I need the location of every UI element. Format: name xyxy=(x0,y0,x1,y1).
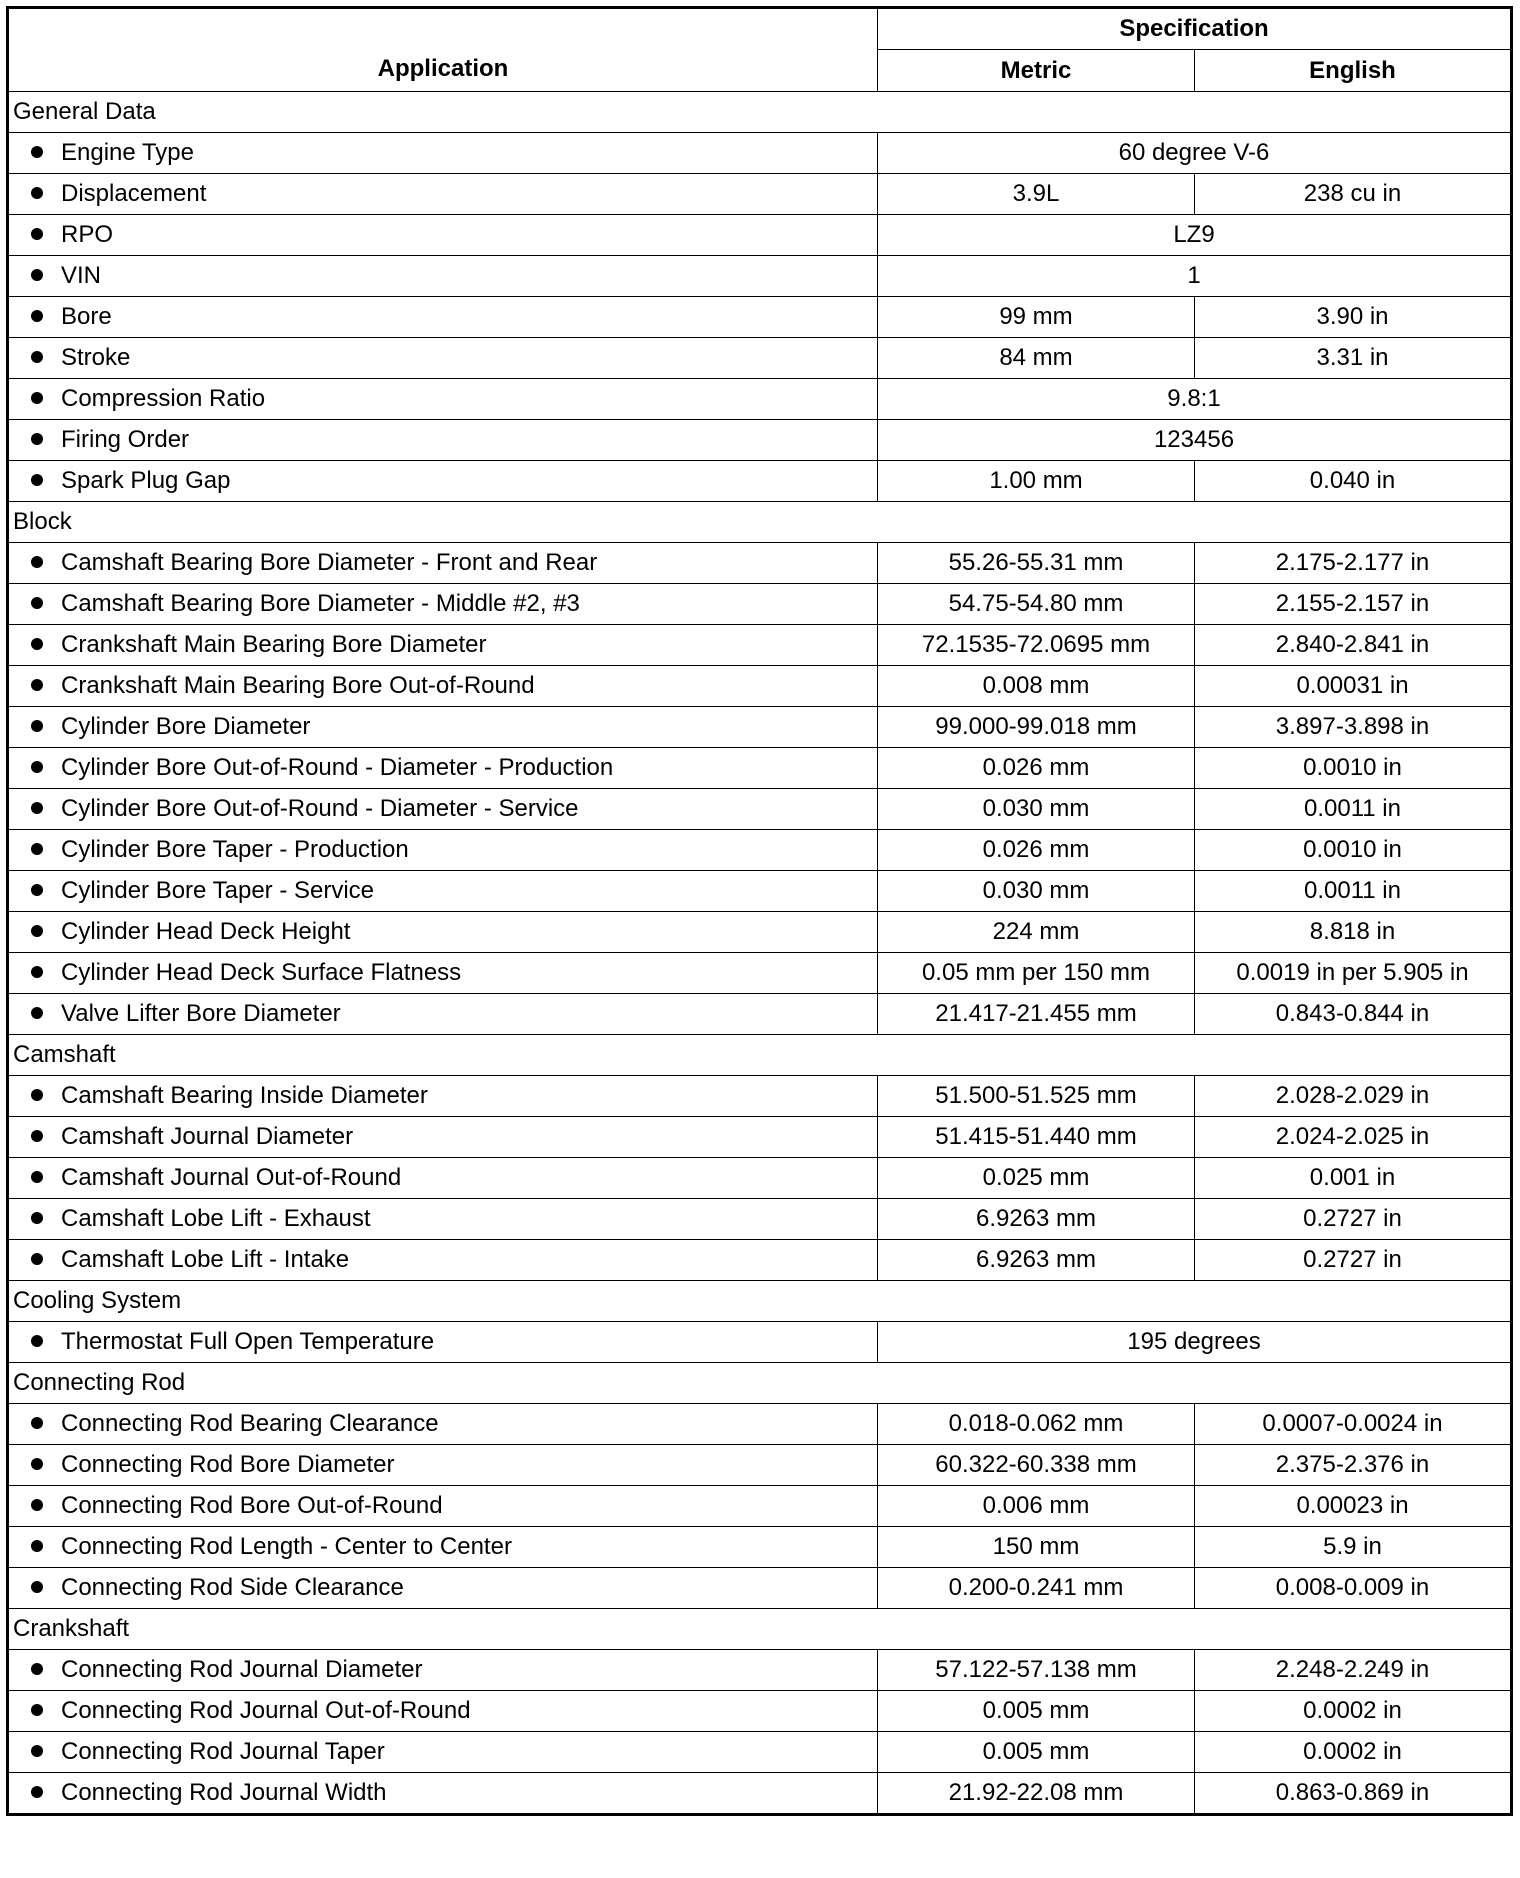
row-label: VIN xyxy=(61,262,102,289)
spec-value-metric: 21.417-21.455 mm xyxy=(878,994,1195,1035)
table-row xyxy=(8,379,1512,420)
table-row xyxy=(8,1158,1512,1199)
engine-spec-table xyxy=(6,6,1513,1816)
row-label-cell xyxy=(8,461,878,502)
section-title: General Data xyxy=(8,92,1512,133)
row-label-cell xyxy=(8,1322,878,1363)
spec-value-english: 0.0002 in xyxy=(1195,1691,1512,1732)
row-label: Displacement xyxy=(61,180,207,207)
spec-value-metric: 0.006 mm xyxy=(878,1486,1195,1527)
row-label-cell xyxy=(8,256,878,297)
table-row xyxy=(8,666,1512,707)
spec-value-english: 3.31 in xyxy=(1195,338,1512,379)
spec-value-combined: 9.8:1 xyxy=(878,379,1512,420)
spec-table-container xyxy=(6,6,1510,1816)
row-label-cell xyxy=(8,1199,878,1240)
section-title: Crankshaft xyxy=(8,1609,1512,1650)
spec-value-metric: 99 mm xyxy=(878,297,1195,338)
row-label: Camshaft Journal Diameter xyxy=(61,1123,354,1150)
table-row xyxy=(8,133,1512,174)
row-label: Connecting Rod Side Clearance xyxy=(61,1574,404,1601)
header-application: Application xyxy=(8,8,878,92)
table-row xyxy=(8,543,1512,584)
section-row-general-data xyxy=(8,92,1512,133)
table-row xyxy=(8,748,1512,789)
spec-value-combined: 195 degrees xyxy=(878,1322,1512,1363)
bullet-icon xyxy=(31,433,43,445)
row-label-cell xyxy=(8,543,878,584)
row-label: Thermostat Full Open Temperature xyxy=(61,1328,435,1355)
spec-value-metric: 0.025 mm xyxy=(878,1158,1195,1199)
row-label: Compression Ratio xyxy=(61,385,266,412)
table-row xyxy=(8,1322,1512,1363)
table-row xyxy=(8,912,1512,953)
spec-value-metric: 6.9263 mm xyxy=(878,1240,1195,1281)
table-body xyxy=(8,92,1512,1815)
section-title: Connecting Rod xyxy=(8,1363,1512,1404)
row-label-cell xyxy=(8,830,878,871)
bullet-icon xyxy=(31,679,43,691)
bullet-icon xyxy=(31,884,43,896)
spec-value-metric: 0.026 mm xyxy=(878,830,1195,871)
bullet-icon xyxy=(31,720,43,732)
table-row xyxy=(8,1404,1512,1445)
bullet-icon xyxy=(31,1499,43,1511)
spec-value-english: 0.2727 in xyxy=(1195,1199,1512,1240)
row-label-cell xyxy=(8,1158,878,1199)
table-row xyxy=(8,994,1512,1035)
spec-value-english: 0.001 in xyxy=(1195,1158,1512,1199)
row-label: Cylinder Bore Out-of-Round - Diameter - Service xyxy=(61,795,579,822)
bullet-icon xyxy=(31,966,43,978)
spec-value-english: 3.90 in xyxy=(1195,297,1512,338)
row-label: Camshaft Bearing Bore Diameter - Front and Rear xyxy=(61,549,598,576)
table-row xyxy=(8,1486,1512,1527)
table-row xyxy=(8,1527,1512,1568)
spec-value-english: 238 cu in xyxy=(1195,174,1512,215)
row-label-cell xyxy=(8,1773,878,1815)
table-row xyxy=(8,420,1512,461)
spec-value-english: 3.897-3.898 in xyxy=(1195,707,1512,748)
row-label-cell xyxy=(8,1404,878,1445)
row-label: Bore xyxy=(61,303,112,330)
table-row xyxy=(8,1076,1512,1117)
spec-value-metric: 72.1535-72.0695 mm xyxy=(878,625,1195,666)
row-label-cell xyxy=(8,625,878,666)
bullet-icon xyxy=(31,1335,43,1347)
bullet-icon xyxy=(31,761,43,773)
spec-value-english: 0.0019 in per 5.905 in xyxy=(1195,953,1512,994)
table-row xyxy=(8,1691,1512,1732)
section-row-connecting-rod xyxy=(8,1363,1512,1404)
row-label: Connecting Rod Length - Center to Center xyxy=(61,1533,512,1560)
row-label-cell xyxy=(8,1445,878,1486)
bullet-icon xyxy=(31,269,43,281)
row-label: Crankshaft Main Bearing Bore Out-of-Round xyxy=(61,672,535,699)
spec-value-english: 5.9 in xyxy=(1195,1527,1512,1568)
section-row-block xyxy=(8,502,1512,543)
row-label-cell xyxy=(8,912,878,953)
row-label: Cylinder Bore Taper - Production xyxy=(61,836,409,863)
bullet-icon xyxy=(31,638,43,650)
row-label: Connecting Rod Bore Out-of-Round xyxy=(61,1492,443,1519)
table-row xyxy=(8,256,1512,297)
row-label-cell xyxy=(8,338,878,379)
spec-value-metric: 0.030 mm xyxy=(878,871,1195,912)
bullet-icon xyxy=(31,802,43,814)
row-label: Cylinder Bore Out-of-Round - Diameter - Production xyxy=(61,754,614,781)
row-label: Spark Plug Gap xyxy=(61,467,231,494)
spec-value-english: 2.155-2.157 in xyxy=(1195,584,1512,625)
bullet-icon xyxy=(31,310,43,322)
row-label-cell xyxy=(8,584,878,625)
spec-value-metric: 84 mm xyxy=(878,338,1195,379)
row-label: Camshaft Lobe Lift - Intake xyxy=(61,1246,350,1273)
section-title: Camshaft xyxy=(8,1035,1512,1076)
spec-value-english: 0.0002 in xyxy=(1195,1732,1512,1773)
spec-value-english: 0.0007-0.0024 in xyxy=(1195,1404,1512,1445)
header-specification: Specification xyxy=(878,8,1512,50)
row-label-cell xyxy=(8,1650,878,1691)
table-row xyxy=(8,1117,1512,1158)
bullet-icon xyxy=(31,1130,43,1142)
table-row xyxy=(8,707,1512,748)
spec-value-metric: 60.322-60.338 mm xyxy=(878,1445,1195,1486)
row-label: Connecting Rod Journal Out-of-Round xyxy=(61,1697,471,1724)
bullet-icon xyxy=(31,1212,43,1224)
spec-value-metric: 55.26-55.31 mm xyxy=(878,543,1195,584)
spec-value-metric: 51.500-51.525 mm xyxy=(878,1076,1195,1117)
row-label: Connecting Rod Bore Diameter xyxy=(61,1451,395,1478)
row-label: Valve Lifter Bore Diameter xyxy=(61,1000,341,1027)
row-label-cell xyxy=(8,379,878,420)
spec-value-metric: 1.00 mm xyxy=(878,461,1195,502)
row-label: Camshaft Lobe Lift - Exhaust xyxy=(61,1205,371,1232)
table-row xyxy=(8,215,1512,256)
spec-value-metric: 99.000-99.018 mm xyxy=(878,707,1195,748)
table-row xyxy=(8,461,1512,502)
bullet-icon xyxy=(31,1786,43,1798)
table-row xyxy=(8,830,1512,871)
bullet-icon xyxy=(31,392,43,404)
spec-value-combined: 60 degree V-6 xyxy=(878,133,1512,174)
spec-value-metric: 0.008 mm xyxy=(878,666,1195,707)
bullet-icon xyxy=(31,556,43,568)
spec-value-english: 0.00031 in xyxy=(1195,666,1512,707)
bullet-icon xyxy=(31,1704,43,1716)
row-label-cell xyxy=(8,1486,878,1527)
row-label: Cylinder Bore Diameter xyxy=(61,713,311,740)
row-label: Connecting Rod Journal Width xyxy=(61,1779,387,1806)
row-label-cell xyxy=(8,420,878,461)
bullet-icon xyxy=(31,1540,43,1552)
section-title: Cooling System xyxy=(8,1281,1512,1322)
row-label: Camshaft Bearing Inside Diameter xyxy=(61,1082,428,1109)
spec-value-english: 0.843-0.844 in xyxy=(1195,994,1512,1035)
header-english: English xyxy=(1195,50,1512,92)
row-label-cell xyxy=(8,707,878,748)
table-row xyxy=(8,174,1512,215)
table-row xyxy=(8,789,1512,830)
spec-value-english: 2.175-2.177 in xyxy=(1195,543,1512,584)
section-row-crankshaft xyxy=(8,1609,1512,1650)
spec-value-metric: 54.75-54.80 mm xyxy=(878,584,1195,625)
spec-value-english: 0.0011 in xyxy=(1195,789,1512,830)
section-row-cooling-system xyxy=(8,1281,1512,1322)
row-label: Cylinder Head Deck Surface Flatness xyxy=(61,959,462,986)
row-label: Connecting Rod Journal Diameter xyxy=(61,1656,423,1683)
row-label: Cylinder Head Deck Height xyxy=(61,918,351,945)
row-label: Engine Type xyxy=(61,139,194,166)
bullet-icon xyxy=(31,597,43,609)
bullet-icon xyxy=(31,351,43,363)
spec-value-english: 0.0011 in xyxy=(1195,871,1512,912)
table-row xyxy=(8,1445,1512,1486)
table-row xyxy=(8,871,1512,912)
spec-value-metric: 57.122-57.138 mm xyxy=(878,1650,1195,1691)
spec-value-metric: 51.415-51.440 mm xyxy=(878,1117,1195,1158)
spec-value-english: 2.375-2.376 in xyxy=(1195,1445,1512,1486)
row-label-cell xyxy=(8,666,878,707)
row-label-cell xyxy=(8,174,878,215)
row-label-cell xyxy=(8,789,878,830)
bullet-icon xyxy=(31,1007,43,1019)
row-label: Firing Order xyxy=(61,426,190,453)
spec-value-english: 2.840-2.841 in xyxy=(1195,625,1512,666)
row-label-cell xyxy=(8,994,878,1035)
row-label-cell xyxy=(8,1117,878,1158)
spec-value-metric: 0.030 mm xyxy=(878,789,1195,830)
bullet-icon xyxy=(31,843,43,855)
table-row xyxy=(8,625,1512,666)
spec-value-metric: 0.200-0.241 mm xyxy=(878,1568,1195,1609)
spec-value-metric: 0.005 mm xyxy=(878,1732,1195,1773)
bullet-icon xyxy=(31,1663,43,1675)
spec-value-metric: 6.9263 mm xyxy=(878,1199,1195,1240)
row-label-cell xyxy=(8,1076,878,1117)
row-label-cell xyxy=(8,1691,878,1732)
spec-value-combined: 1 xyxy=(878,256,1512,297)
row-label: Connecting Rod Bearing Clearance xyxy=(61,1410,439,1437)
bullet-icon xyxy=(31,228,43,240)
bullet-icon xyxy=(31,1253,43,1265)
row-label: Stroke xyxy=(61,344,131,371)
spec-value-english: 0.00023 in xyxy=(1195,1486,1512,1527)
row-label: Camshaft Journal Out-of-Round xyxy=(61,1164,402,1191)
bullet-icon xyxy=(31,474,43,486)
spec-value-metric: 224 mm xyxy=(878,912,1195,953)
spec-value-combined: LZ9 xyxy=(878,215,1512,256)
row-label: Connecting Rod Journal Taper xyxy=(61,1738,385,1765)
spec-value-english: 2.024-2.025 in xyxy=(1195,1117,1512,1158)
table-row xyxy=(8,297,1512,338)
row-label-cell xyxy=(8,1240,878,1281)
bullet-icon xyxy=(31,1745,43,1757)
row-label-cell xyxy=(8,748,878,789)
row-label: Crankshaft Main Bearing Bore Diameter xyxy=(61,631,487,658)
row-label: RPO xyxy=(61,221,114,248)
bullet-icon xyxy=(31,146,43,158)
table-row xyxy=(8,1199,1512,1240)
row-label-cell xyxy=(8,1527,878,1568)
row-label: Camshaft Bearing Bore Diameter - Middle #2, #3 xyxy=(61,590,580,617)
spec-value-metric: 0.005 mm xyxy=(878,1691,1195,1732)
spec-value-combined: 123456 xyxy=(878,420,1512,461)
spec-value-metric: 21.92-22.08 mm xyxy=(878,1773,1195,1815)
spec-value-english: 0.040 in xyxy=(1195,461,1512,502)
row-label-cell xyxy=(8,871,878,912)
bullet-icon xyxy=(31,1581,43,1593)
spec-value-english: 2.248-2.249 in xyxy=(1195,1650,1512,1691)
table-row xyxy=(8,338,1512,379)
row-label-cell xyxy=(8,297,878,338)
spec-value-metric: 0.018-0.062 mm xyxy=(878,1404,1195,1445)
bullet-icon xyxy=(31,187,43,199)
table-header xyxy=(8,8,1512,92)
table-row xyxy=(8,1650,1512,1691)
table-row xyxy=(8,1732,1512,1773)
spec-value-english: 0.2727 in xyxy=(1195,1240,1512,1281)
spec-value-metric: 150 mm xyxy=(878,1527,1195,1568)
row-label-cell xyxy=(8,133,878,174)
table-row xyxy=(8,1773,1512,1815)
table-row xyxy=(8,1240,1512,1281)
row-label-cell xyxy=(8,1568,878,1609)
spec-value-english: 0.0010 in xyxy=(1195,748,1512,789)
spec-value-metric: 3.9L xyxy=(878,174,1195,215)
table-row xyxy=(8,953,1512,994)
table-row xyxy=(8,584,1512,625)
section-title: Block xyxy=(8,502,1512,543)
row-label-cell xyxy=(8,215,878,256)
section-row-camshaft xyxy=(8,1035,1512,1076)
row-label-cell xyxy=(8,1732,878,1773)
spec-value-english: 0.0010 in xyxy=(1195,830,1512,871)
bullet-icon xyxy=(31,925,43,937)
bullet-icon xyxy=(31,1458,43,1470)
spec-value-english: 2.028-2.029 in xyxy=(1195,1076,1512,1117)
spec-value-english: 0.863-0.869 in xyxy=(1195,1773,1512,1815)
header-metric: Metric xyxy=(878,50,1195,92)
row-label-cell xyxy=(8,953,878,994)
spec-value-english: 0.008-0.009 in xyxy=(1195,1568,1512,1609)
spec-value-metric: 0.05 mm per 150 mm xyxy=(878,953,1195,994)
row-label: Cylinder Bore Taper - Service xyxy=(61,877,375,904)
spec-value-english: 8.818 in xyxy=(1195,912,1512,953)
table-row xyxy=(8,1568,1512,1609)
bullet-icon xyxy=(31,1089,43,1101)
spec-value-metric: 0.026 mm xyxy=(878,748,1195,789)
bullet-icon xyxy=(31,1171,43,1183)
bullet-icon xyxy=(31,1417,43,1429)
